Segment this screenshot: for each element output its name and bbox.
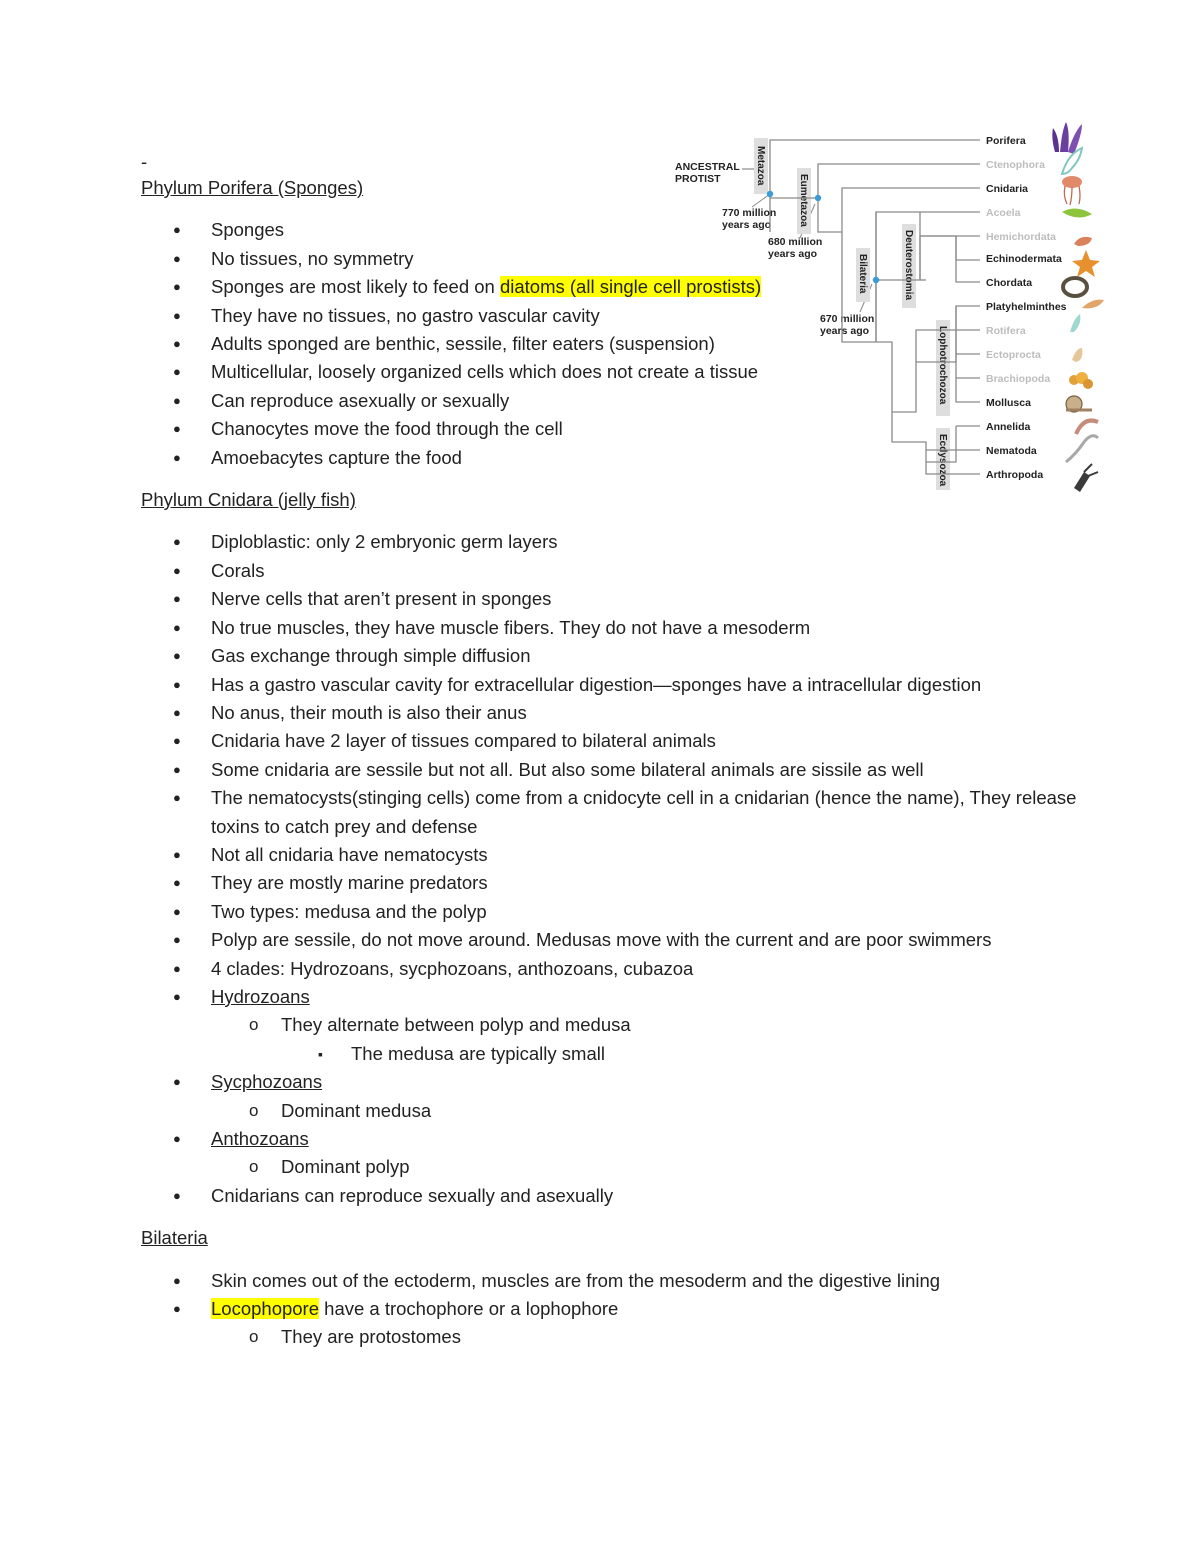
snake-illustration bbox=[1063, 278, 1087, 296]
list-item: ● Some cnidaria are sessile but not all. But also some bilateral animals are sissile as well bbox=[141, 756, 1101, 784]
lobster-illustration bbox=[1074, 464, 1098, 492]
list-item: ● Skin comes out of the ectoderm, muscles are from the mesoderm and the digestive lining bbox=[141, 1267, 1101, 1295]
list-item: ● Cnidaria have 2 layer of tissues compared to bilateral animals bbox=[141, 727, 1101, 755]
list-item bbox=[141, 1295, 1101, 1352]
highlighted-text: Locophopore bbox=[211, 1298, 320, 1320]
taxon-echinodermata: Echinodermata bbox=[986, 253, 1062, 265]
heading-bilateria: Bilateria bbox=[141, 1227, 208, 1249]
rotifer-illustration bbox=[1070, 314, 1080, 332]
node-dot bbox=[873, 277, 879, 283]
list-item: ● 4 clades: Hydrozoans, sycphozoans, anthozoans, cubazoa bbox=[141, 955, 1101, 983]
sub-list-item: o They are protostomes bbox=[211, 1323, 1101, 1351]
list-item: ● No true muscles, they have muscle fibers. They do not have a mesoderm bbox=[141, 614, 1101, 642]
phylogeny-figure bbox=[670, 112, 1110, 502]
list-item: ● Corals bbox=[141, 557, 1101, 585]
root-label-1: ANCESTRAL bbox=[675, 161, 740, 173]
clade-bilateria: Bilateria bbox=[857, 254, 868, 294]
leading-dash: - bbox=[141, 151, 148, 172]
heading-porifera: Phylum Porifera (Sponges) bbox=[141, 177, 364, 198]
taxon-chordata: Chordata bbox=[986, 277, 1033, 289]
list-item: ● Nerve cells that aren’t present in sponges bbox=[141, 585, 1101, 613]
anthozoans-label: Anthozoans bbox=[211, 1128, 309, 1149]
sub-item-text: They alternate between polyp and medusa bbox=[281, 1014, 631, 1036]
brachiopod-illustration bbox=[1069, 372, 1093, 389]
list-item: ● Diploblastic: only 2 embryonic germ layers bbox=[141, 528, 1101, 556]
list-item bbox=[141, 1125, 1101, 1182]
sub-list-item: o Dominant medusa bbox=[211, 1097, 1101, 1125]
list-item bbox=[141, 1068, 1101, 1125]
sub-list-item: o Dominant polyp bbox=[211, 1153, 1101, 1181]
taxon-arthropoda: Arthropoda bbox=[986, 469, 1044, 481]
phylogeny-tree bbox=[670, 112, 1110, 502]
sub-list-item bbox=[211, 1011, 1101, 1068]
list-item: ● Polyp are sessile, do not move around. Medusas move with the current and are poor swimmers bbox=[141, 926, 1101, 954]
time-label-680b: years ago bbox=[768, 248, 818, 260]
time-label-770b: years ago bbox=[722, 219, 772, 231]
flatworm2-illustration bbox=[1082, 300, 1104, 309]
list-item: ● The nematocysts(stinging cells) come from a cnidocyte cell in a cnidarian (hence the name), They release toxins to catch prey and defense bbox=[141, 784, 1101, 841]
sycphozoans-label: Sycphozoans bbox=[211, 1071, 323, 1093]
taxon-acoela: Acoela bbox=[986, 207, 1021, 219]
clade-ecdysozoa: Ecdysozoa bbox=[937, 434, 948, 487]
taxon-ctenophora: Ctenophora bbox=[986, 159, 1045, 171]
time-label-770: 770 million bbox=[722, 207, 777, 219]
list-item: ● Adults sponged are benthic, sessile, filter eaters (suspension) bbox=[141, 330, 1101, 358]
taxon-mollusca: Mollusca bbox=[986, 397, 1031, 409]
sub-sub-list-item: ▪ The medusa are typically small bbox=[281, 1040, 1101, 1068]
taxon-ectoprocta: Ectoprocta bbox=[986, 349, 1041, 361]
list-item: ● No anus, their mouth is also their anus bbox=[141, 699, 1101, 727]
item-text: have a trochophore or a lophophore bbox=[319, 1298, 619, 1320]
node-dot bbox=[767, 191, 773, 197]
node-dot bbox=[815, 195, 821, 201]
annelid-illustration bbox=[1076, 421, 1098, 435]
time-label-680: 680 million bbox=[768, 236, 823, 248]
heading-cnidara: Phylum Cnidara (jelly fish) bbox=[141, 489, 356, 511]
jellyfish-illustration bbox=[1062, 176, 1082, 205]
sponge-illustration bbox=[1052, 122, 1082, 154]
taxon-nematoda: Nematoda bbox=[986, 445, 1037, 457]
taxon-annelida: Annelida bbox=[986, 421, 1031, 433]
flatworm-illustration bbox=[1062, 208, 1092, 217]
cnidara-list bbox=[141, 528, 1101, 1210]
bilateria-sublist bbox=[211, 1323, 1101, 1351]
taxon-porifera: Porifera bbox=[986, 135, 1026, 147]
list-item bbox=[141, 983, 1101, 1068]
taxon-cnidaria: Cnidaria bbox=[986, 183, 1029, 195]
list-item: ● Gas exchange through simple diffusion bbox=[141, 642, 1101, 670]
list-item: ● Not all cnidaria have nematocysts bbox=[141, 841, 1101, 869]
list-item: ● Chanocytes move the food through the cell bbox=[141, 415, 1101, 443]
hydrozoans-sublist bbox=[211, 1011, 1101, 1068]
time-label-670b: years ago bbox=[820, 325, 870, 337]
clade-deuterostomia: Deuterostomia bbox=[903, 230, 914, 301]
starfish-illustration bbox=[1072, 250, 1100, 277]
snail-illustration bbox=[1066, 396, 1092, 412]
hydrozoans-subsublist bbox=[281, 1040, 1101, 1068]
nematode-illustration bbox=[1066, 436, 1098, 462]
list-item: ● They are mostly marine predators bbox=[141, 869, 1101, 897]
list-item: ● Two types: medusa and the polyp bbox=[141, 898, 1101, 926]
bilateria-list bbox=[141, 1267, 1101, 1352]
clade-eumetazoa: Eumetazoa bbox=[798, 174, 809, 227]
list-item: ● Has a gastro vascular cavity for extracellular digestion—sponges have a intracellular digestion bbox=[141, 671, 1101, 699]
sycphozoans-sublist bbox=[211, 1097, 1101, 1125]
taxon-hemichordata: Hemichordata bbox=[986, 231, 1057, 243]
time-label-670: 670 million bbox=[820, 313, 875, 325]
clade-lophotrochozoa: Lophotrochozoa bbox=[937, 326, 948, 405]
list-item: ● Sponges bbox=[141, 216, 1101, 244]
highlighted-text: diatoms (all single cell prostists) bbox=[499, 276, 762, 298]
list-item: ● No tissues, no symmetry bbox=[141, 245, 1101, 273]
taxon-platyhelminthes: Platyhelminthes bbox=[986, 301, 1067, 313]
hydrozoans-label: Hydrozoans bbox=[211, 985, 310, 1007]
taxon-rotifera: Rotifera bbox=[986, 325, 1026, 337]
root-label-2: PROTIST bbox=[675, 173, 721, 185]
feed-text: Sponges are most likely to feed on bbox=[211, 276, 500, 298]
acorn-worm-illustration bbox=[1074, 237, 1092, 246]
list-item: ● Multicellular, loosely organized cells which does not create a tissue bbox=[141, 358, 1101, 386]
ectoprocta-illustration bbox=[1072, 348, 1082, 362]
list-item: ● They have no tissues, no gastro vascular cavity bbox=[141, 302, 1101, 330]
clade-metazoa: Metazoa bbox=[755, 146, 766, 186]
anthozoans-sublist bbox=[211, 1153, 1101, 1181]
taxon-brachiopoda: Brachiopoda bbox=[986, 373, 1051, 385]
list-item: ● Cnidarians can reproduce sexually and asexually bbox=[141, 1182, 1101, 1210]
list-item: ● Amoebacytes capture the food bbox=[141, 444, 1101, 472]
list-item: ● Can reproduce asexually or sexually bbox=[141, 387, 1101, 415]
